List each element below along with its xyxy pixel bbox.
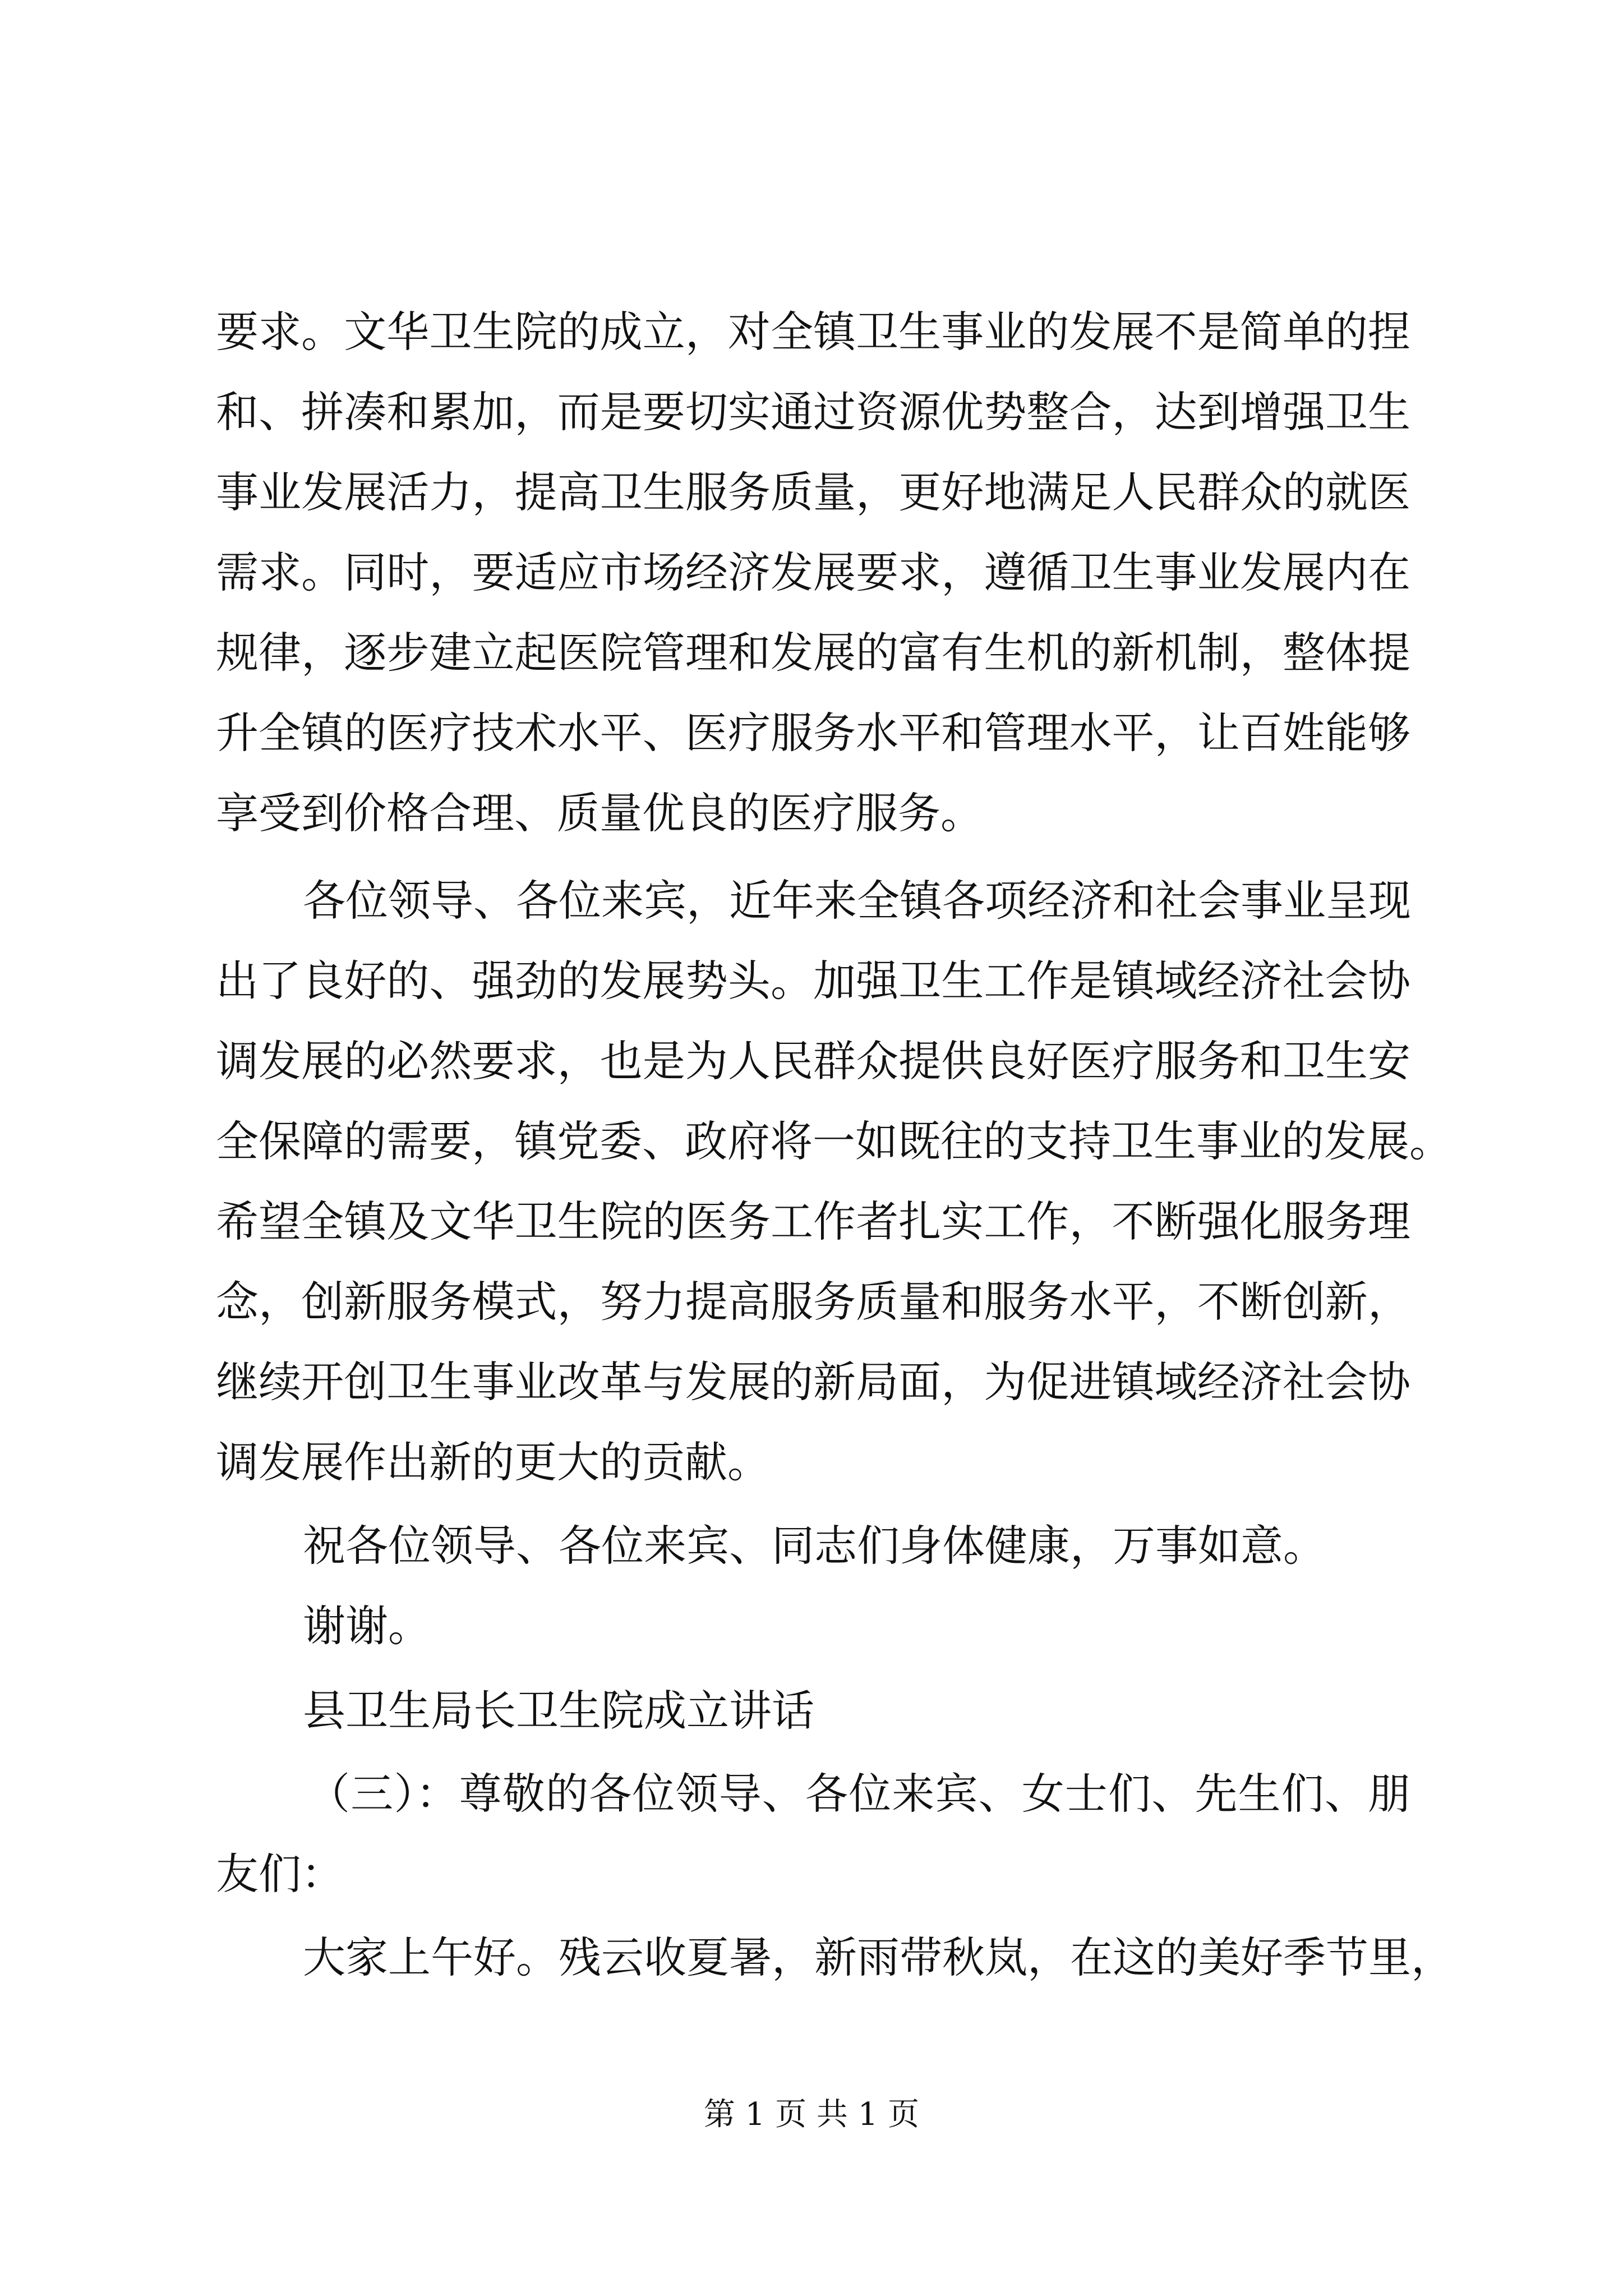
body-text-line: 全保障的需要，镇党委、政府将一如既往的支持卫生事业的发展。 xyxy=(216,1116,1452,1166)
body-text-line: 和、拼凑和累加，而是要切实通过资源优势整合，达到增强卫生 xyxy=(216,387,1410,437)
body-text-line: 规律，逐步建立起医院管理和发展的富有生机的新机制，整体提 xyxy=(216,628,1410,678)
body-text-line: 享受到价格合理、质量优良的医疗服务。 xyxy=(216,788,983,838)
closing-wishes: 祝各位领导、各位来宾、同志们身体健康，万事如意。 xyxy=(303,1521,1326,1571)
body-text-line: 调发展作出新的更大的贡献。 xyxy=(216,1437,770,1487)
thanks-line: 谢谢。 xyxy=(303,1601,431,1651)
body-text-line: 继续开创卫生事业改革与发展的新局面，为促进镇域经济社会协 xyxy=(216,1357,1410,1407)
body-text-line: 调发展的必然要求，也是为人民群众提供良好医疗服务和卫生安 xyxy=(216,1036,1410,1086)
paragraph-first-line: 大家上午好。残云收夏暑，新雨带秋岚，在这的美好季节里， xyxy=(303,1932,1454,1982)
body-text-line: 事业发展活力，提高卫生服务质量，更好地满足人民群众的就医 xyxy=(216,467,1410,517)
section-title: 县卫生局长卫生院成立讲话 xyxy=(303,1686,814,1736)
salutation-line: （三）：尊敬的各位领导、各位来宾、女士们、先生们、朋 xyxy=(307,1769,1410,1819)
body-text-line: 需求。同时，要适应市场经济发展要求，遵循卫生事业发展内在 xyxy=(216,547,1410,597)
body-text-line: 要求。文华卫生院的成立，对全镇卫生事业的发展不是简单的捏 xyxy=(216,307,1410,357)
page-footer: 第 1 页 共 1 页 xyxy=(703,2096,920,2133)
body-text-line: 出了良好的、强劲的发展势头。加强卫生工作是镇域经济社会协 xyxy=(216,956,1410,1006)
body-text-line: 希望全镇及文华卫生院的医务工作者扎实工作，不断强化服务理 xyxy=(216,1197,1410,1246)
body-text-line: 升全镇的医疗技术水平、医疗服务水平和管理水平，让百姓能够 xyxy=(216,708,1410,758)
paragraph-first-line: 各位领导、各位来宾，近年来全镇各项经济和社会事业呈现 xyxy=(303,876,1411,926)
salutation-continuation: 友们： xyxy=(216,1849,344,1899)
body-text-line: 念，创新服务模式，努力提高服务质量和服务水平，不断创新， xyxy=(216,1277,1410,1327)
